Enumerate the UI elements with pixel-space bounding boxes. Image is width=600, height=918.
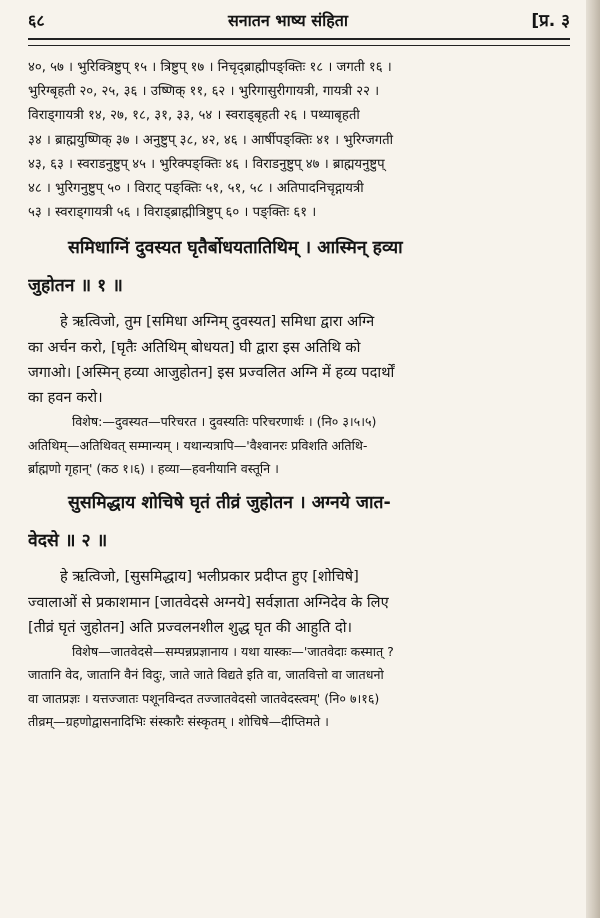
prosody-line: ४३, ६३ । स्वराडनुष्टुप् ४५ । भुरिक्पङ्क्तिः ४६ । विराडनुष्टुप् ४७ । ब्राह्मयनुष्टुप् xyxy=(28,156,385,172)
note-line: जातानि वेद, जातानि वैनं विदुः, जाते जाते विद्यते इति वा, जातवित्तो वा जातधनो xyxy=(28,667,384,683)
prosody-line: भुरिग्बृहती २०, २५, ३६ । उष्णिक् ११, ६२ । भुरिगासुरीगायत्री, गायत्री २२ । xyxy=(28,84,380,100)
prosody-line: ४८ । भुरिगनुष्टुप् ५० । विराट् पङ्क्तिः ५१, ५१, ५८ । अतिपादनिचृद्गायत्री xyxy=(28,181,364,197)
translation-1 xyxy=(28,309,570,410)
mantra-line: समिधाग्निं दुवस्यत घृतैर्बोधयतातिथिम् । आस्मिन् हव्या xyxy=(68,238,403,259)
mantra-1 xyxy=(28,229,570,305)
header-divider xyxy=(28,38,570,46)
mantra-line: जुहोतन ॥ १ ॥ xyxy=(28,276,123,297)
translation-line: का अर्चन करो, [घृतैः अतिथिम् बोधयत] घी द्वारा इस अतिथि को xyxy=(28,338,361,356)
note-line: विशेष:—दुवस्यत—परिचरत । दुवस्यतिः परिचरणार्थः । (नि० ३।५।५) xyxy=(72,414,377,430)
note-line: अतिथिम्—अतिथिवत् सम्मान्यम् । यथान्यत्रापि—'वैश्वानरः प्रविशति अतिथि- xyxy=(28,437,368,453)
prosody-block xyxy=(28,56,570,225)
prosody-line: ५३ । स्वराड्गायत्री ५६ । विराड्ब्राह्मीत्रिष्टुप् ६० । पङ्क्तिः ६१ । xyxy=(28,205,317,221)
translation-line: का हवन करो। xyxy=(28,389,103,407)
book-title: सनातन भाष्य संहिता xyxy=(227,11,349,30)
note-1 xyxy=(28,410,570,480)
note-line: विशेष—जातवेदसे—सम्पन्नप्रज्ञानाय । यथा यास्कः—'जातवेदाः कस्मात् ? xyxy=(72,644,394,660)
translation-line: ज्वालाओं से प्रकाशमान [जातवेदसे अग्नये] सर्वज्ञाता अग्निदेव के लिए xyxy=(28,593,389,611)
translation-line: जगाओ। [अस्मिन् हव्या आजुहोतन] इस प्रज्वलित अग्नि में हव्य पदार्थों xyxy=(28,363,395,381)
mantra-2 xyxy=(28,484,570,560)
chapter-marker: [प्र. ३ xyxy=(531,11,570,31)
page-edge-shadow xyxy=(586,0,600,918)
translation-2 xyxy=(28,564,570,640)
note-line: वा जातप्रज्ञः । यत्तज्जातः पशूनविन्दत तज्जातवेदसो जातवेदस्त्वम्' (नि० ७।१६) xyxy=(28,690,380,706)
note-line: तीव्रम्—ग्रहणोद्वासनादिभिः संस्कारैः संस्कृतम् । शोचिषे—दीप्तिमते । xyxy=(28,714,329,730)
prosody-line: ४०, ५७ । भुरिक्त्रिष्टुप् १५ । त्रिष्टुप् १७ । निचृद्ब्राह्मीपङ्क्तिः १८ । जगती १६ । xyxy=(28,60,392,75)
page-number: ६८ xyxy=(28,11,45,30)
mantra-line: सुसमिद्धाय शोचिषे घृतं तीव्रं जुहोतन । अग्नये जात- xyxy=(68,493,391,514)
note-2 xyxy=(28,640,570,734)
note-line: र्ब्राह्मणो गृहान्' (कठ १।६) । हव्या—हवनीयानि वस्तूनि । xyxy=(28,461,279,477)
translation-line: हे ऋत्विजो, तुम [समिधा अग्निम् दुवस्यत] समिधा द्वारा अग्नि xyxy=(60,313,375,331)
prosody-line: विराड्गायत्री १४, २७, १८, ३१, ३३, ५४ । स्वराड्बृहती २६ । पथ्याबृहती xyxy=(28,108,360,124)
page-header xyxy=(28,8,570,32)
translation-line: हे ऋत्विजो, [सुसमिद्धाय] भलीप्रकार प्रदीप्त हुए [शोचिषे] xyxy=(60,568,359,586)
mantra-line: वेदसे ॥ २ ॥ xyxy=(28,531,108,552)
prosody-line: ३४ । ब्राह्मयुष्णिक् ३७ । अनुष्टुप् ३८, ४२, ४६ । आर्षीपङ्क्तिः ४१ । भुरिग्जगती xyxy=(28,132,394,148)
translation-line: [तीव्रं घृतं जुहोतन] अति प्रज्वलनशील शुद्ध घृत की आहुति दो। xyxy=(28,618,353,636)
